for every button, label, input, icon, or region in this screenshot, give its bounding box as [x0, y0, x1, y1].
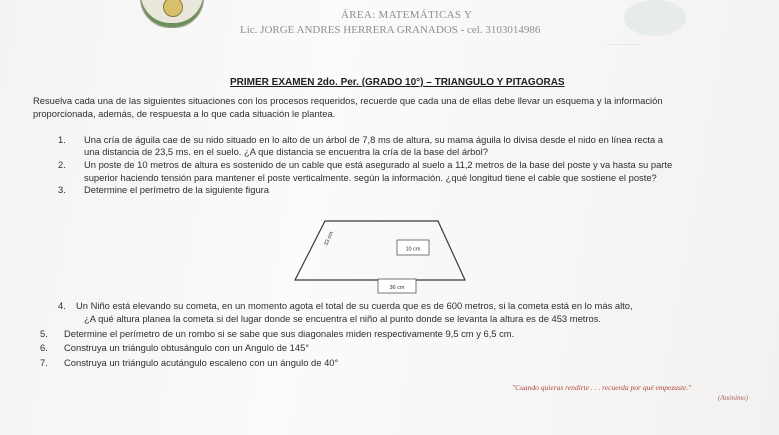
trapezoid-figure [290, 213, 470, 298]
question-number: 4. [58, 300, 66, 311]
question-number: 3. [58, 184, 66, 195]
teacher-info: Lic. JORGE ANDRES HERRERA GRANADOS - cel. 3103014986 [240, 24, 541, 36]
watermark-seal [624, 0, 686, 36]
question-3-line-1: Determine el perímetro de la siguiente figura [84, 184, 269, 195]
trapezoid-shape [295, 221, 465, 280]
seal-caption: ~~~ ~~~~ ~~~~~~ [606, 42, 639, 47]
question-2-line-2: superior haciendo tensión para mantener el poste verticalmente. según la información. ¿qué longitud tiene el cable que sostiene el poste? [84, 172, 657, 183]
school-logo [140, 0, 204, 28]
question-4-line-2: ¿A qué altura planea la cometa si del lugar donde se encuentra el niño al punto donde se levanta la altura es de 453 metros. [84, 313, 602, 324]
question-1-line-1: Una cría de águila cae de su nido situado en lo alto de un árbol de 7,8 ms de altura, su mama águila lo divisa desde el nido en línea recta a [84, 134, 664, 145]
question-number: 7. [40, 357, 48, 368]
exam-title-text: PRIMER EXAMEN 2do. Per. (GRADO 10°) – TRIANGULO Y PITAGORAS [230, 77, 565, 88]
motivational-quote: "Cuando quieras rendirte . . . recuerda por qué empezaste." [512, 383, 692, 392]
question-2-line-1: Un poste de 10 metros de altura es sostenido de un cable que está asegurado al suelo a 11,2 metros de la base del poste y va hasta su parte [84, 159, 673, 170]
question-number: 2. [58, 159, 66, 170]
subject-area: ÁREA: MATEMÁTICAS Y [341, 9, 473, 21]
question-1-line-2: una distancia de 23,5 ms. en el suelo. ¿A que distancia se encuentra la cría de la base del árbol? [84, 146, 488, 157]
question-6-line-1: Construya un triángulo obtusángulo con un Angulo de 145° [64, 342, 310, 353]
question-number: 6. [40, 342, 48, 353]
height-label: 10 cm [405, 246, 421, 253]
quote-author: (Anónimo) [718, 394, 748, 402]
instructions-line-1: Resuelva cada una de las siguientes situaciones con los procesos requeridos, recuerde que cada una de ellas debe llevar un esquema y la información [33, 95, 663, 106]
question-number: 5. [40, 328, 48, 339]
instructions-line-2: proporcionada, además, de respuesta a lo que cada situación le plantea. [33, 108, 336, 119]
question-4-line-1: Un Niño está elevando su cometa, en un momento agota el total de su cuerda que es de 600 metros, si la cometa está en lo más alto, [76, 300, 633, 311]
exam-title [230, 77, 565, 88]
shield-icon [163, 0, 183, 17]
side-label: 33 cm [323, 230, 335, 247]
question-number: 1. [58, 134, 66, 145]
base-label: 36 cm [389, 285, 405, 291]
question-7-line-1: Construya un triángulo acutángulo escaleno con un ángulo de 40° [64, 357, 339, 368]
question-5-line-1: Determine el perímetro de un rombo si se sabe que sus diagonales miden respectivamente 9,5 cm y 6,5 cm. [64, 328, 515, 339]
